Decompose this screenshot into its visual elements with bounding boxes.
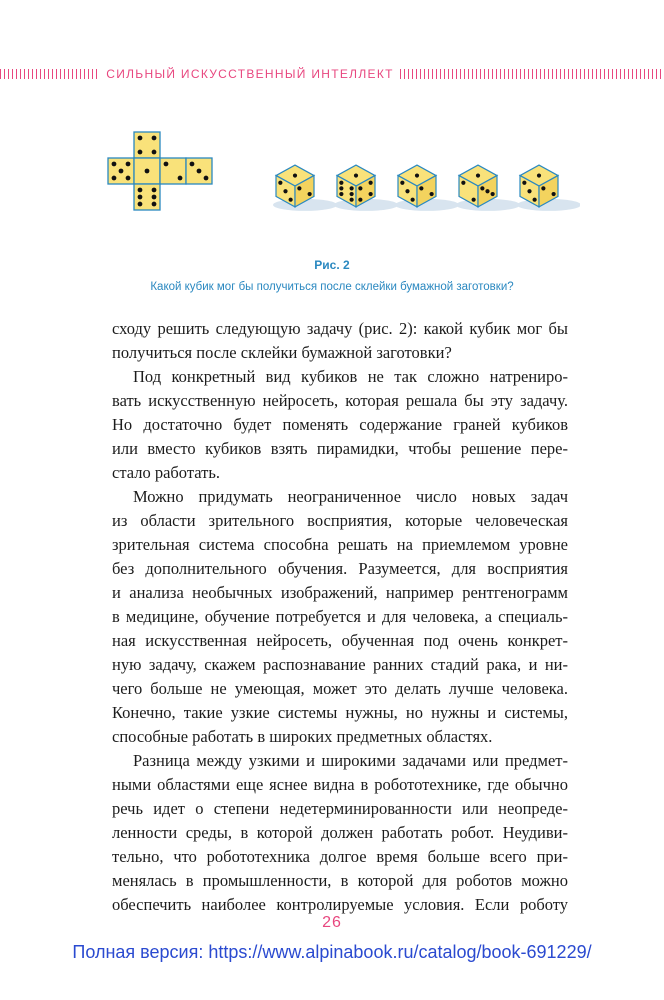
- text-line: ными областями еще яснее видна в робототехнике, где обычно: [112, 775, 568, 794]
- pip: [112, 176, 117, 181]
- pip: [350, 192, 354, 196]
- pip: [293, 173, 297, 177]
- pip: [552, 192, 556, 196]
- text-line: ленности среды, в которой должен работать робот. Неудиви-: [112, 823, 568, 842]
- running-title: СИЛЬНЫЙ ИСКУССТВЕННЫЙ ИНТЕЛЛЕКТ: [106, 67, 394, 81]
- text-line: речь идет о степени недетерминированности или неопреде-: [112, 799, 568, 818]
- pip: [138, 195, 143, 200]
- running-header: [0, 64, 664, 84]
- pip: [297, 186, 301, 190]
- pip: [480, 186, 484, 190]
- text-line: тельно, что робототехника долгое время больше всего при-: [112, 847, 568, 866]
- pip: [354, 173, 358, 177]
- text-line: Можно придумать неограниченное число новых задач: [133, 487, 568, 506]
- pip: [522, 181, 526, 185]
- text-line: Разница между узкими и широкими задачами или предмет-: [133, 751, 568, 770]
- pip: [152, 136, 157, 141]
- pip: [430, 192, 434, 196]
- pip: [339, 181, 343, 185]
- figure-label: Рис. 2: [314, 258, 350, 272]
- pip: [485, 189, 489, 193]
- pip: [289, 198, 293, 202]
- pip: [138, 150, 143, 155]
- page-number: 26: [322, 914, 342, 931]
- pip: [138, 188, 143, 193]
- pip: [350, 198, 354, 202]
- pip: [190, 162, 195, 167]
- pip: [197, 169, 202, 174]
- text-line: зрительная система способна решать на приемлемом уровне: [112, 535, 568, 554]
- text-line: сходу решить следующую задачу (рис. 2): какой кубик мог бы: [112, 319, 568, 338]
- pip: [278, 181, 282, 185]
- full-version-link[interactable]: Полная версия: https://www.alpinabook.ru/catalog/book-691229/: [72, 942, 592, 962]
- header-hatch-left: [0, 69, 100, 79]
- pip: [527, 189, 531, 193]
- pip: [419, 186, 423, 190]
- pip: [204, 176, 209, 181]
- pip: [145, 169, 150, 174]
- dice-illustration: [100, 128, 580, 240]
- text-line: без дополнительного обучения. Разумеется, для восприятия: [112, 559, 568, 578]
- pip: [461, 181, 465, 185]
- pip: [541, 186, 545, 190]
- pip: [119, 169, 124, 174]
- pip: [350, 186, 354, 190]
- pip: [112, 162, 117, 167]
- text-line: Но достаточно будет поменять содержание граней кубиков: [112, 415, 568, 434]
- pip: [533, 198, 537, 202]
- pip: [339, 186, 343, 190]
- text-line: чего больше не умеющая, может это делать лучше человека.: [112, 679, 568, 698]
- net-face-right: [160, 158, 186, 184]
- pip: [358, 186, 362, 190]
- figure-caption: Какой кубик мог бы получиться после склейки бумажной заготовки?: [150, 281, 514, 293]
- text-line: способные работать в широких предметных областях.: [112, 727, 493, 746]
- pip: [152, 195, 157, 200]
- figure-dice: [100, 128, 580, 240]
- pip: [152, 188, 157, 193]
- pip: [126, 176, 131, 181]
- net-face-top: [134, 132, 160, 158]
- pip: [178, 176, 183, 181]
- text-line: и анализа необычных изображений, например рентгенограмм: [112, 583, 568, 602]
- text-line: Конечно, такие узкие системы нужны, но нужны и системы,: [112, 703, 568, 722]
- pip: [339, 192, 343, 196]
- text-line: менялась в промышленности, в которой для роботов можно: [112, 871, 568, 890]
- text-line: из области зрительного восприятия, которые человеческая: [112, 511, 568, 530]
- pip: [476, 173, 480, 177]
- pip: [152, 150, 157, 155]
- text-line: в медицине, обучение потребуется и для человека, а специаль-: [112, 607, 568, 626]
- pip: [369, 181, 373, 185]
- text-line: ная искусственная нейросеть, обученная под очень конкрет-: [112, 631, 568, 650]
- pip: [405, 189, 409, 193]
- body-text: [112, 317, 568, 917]
- pip: [283, 189, 287, 193]
- pip: [400, 181, 404, 185]
- text-line: обеспечить наиболее контролируемые условия. Если роботу: [112, 895, 568, 914]
- pip: [369, 192, 373, 196]
- text-line: или вместо кубиков взять пирамидки, чтобы решение пере-: [112, 439, 568, 458]
- pip: [308, 192, 312, 196]
- text-line: получиться после склейки бумажной заготовки?: [112, 343, 452, 362]
- text-line: Под конкретный вид кубиков не так сложно натрениро-: [133, 367, 568, 386]
- pip: [152, 202, 157, 207]
- header-hatch-right: [400, 69, 664, 79]
- pip: [411, 198, 415, 202]
- pip: [138, 202, 143, 207]
- pip: [491, 192, 495, 196]
- pip: [126, 162, 131, 167]
- pip: [537, 173, 541, 177]
- text-line: стало работать.: [112, 463, 220, 482]
- pip: [138, 136, 143, 141]
- text-line: вать искусственную нейросеть, которая решала бы эту задачу.: [112, 391, 568, 410]
- pip: [164, 162, 169, 167]
- pip: [415, 173, 419, 177]
- text-line: ную задачу, скажем распознавание ранних стадий рака, и ни-: [112, 655, 568, 674]
- pip: [358, 198, 362, 202]
- pip: [472, 198, 476, 202]
